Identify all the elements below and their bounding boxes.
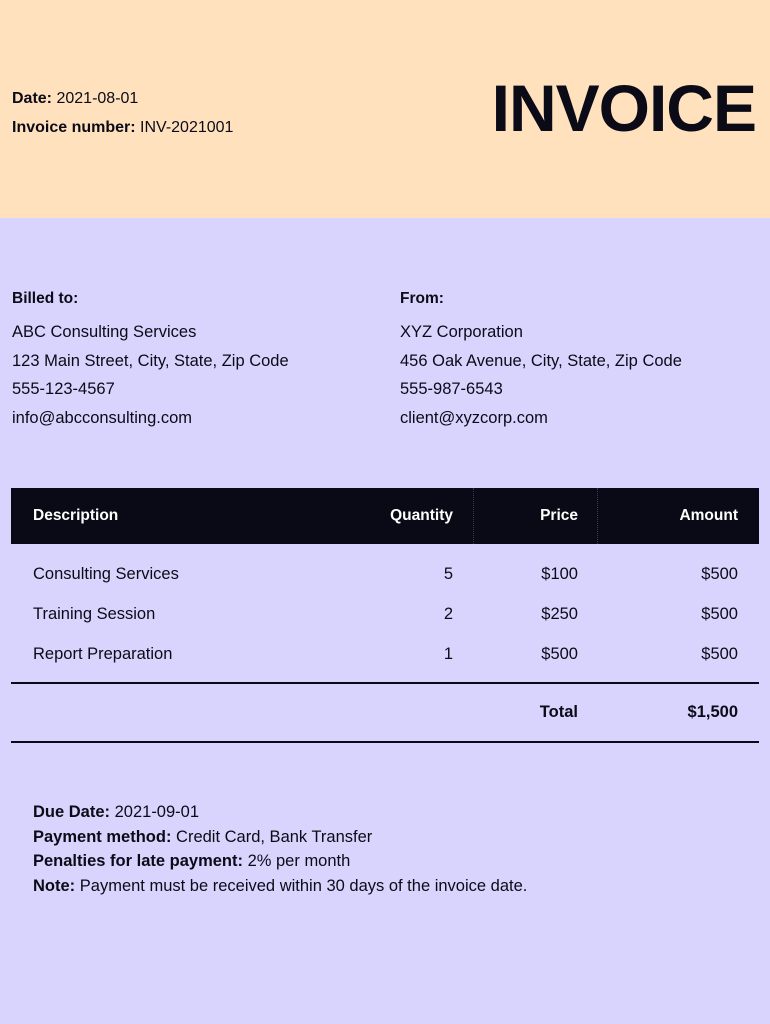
late-penalty-label: Penalties for late payment: (33, 852, 243, 870)
invoice-number-label: Invoice number: (12, 119, 136, 136)
note (33, 874, 527, 899)
row-description: Consulting Services (33, 565, 179, 583)
table-row (11, 554, 759, 594)
table-divider (11, 741, 759, 743)
invoice-date (12, 84, 233, 113)
column-header-price: Price (540, 507, 578, 524)
table-divider (11, 682, 759, 684)
invoice-number-value: INV-2021001 (140, 119, 234, 136)
row-amount: $500 (701, 645, 738, 663)
date-value: 2021-08-01 (56, 90, 139, 107)
total-value: $1,500 (687, 703, 738, 721)
table-header (11, 488, 759, 544)
total-row (11, 692, 759, 732)
column-header-amount: Amount (679, 507, 738, 524)
column-header-quantity: Quantity (390, 507, 453, 524)
note-label: Note: (33, 876, 76, 895)
row-amount: $500 (701, 565, 738, 583)
column-divider (597, 488, 598, 544)
payment-method-value: Credit Card, Bank Transfer (176, 827, 373, 846)
from-block (400, 288, 682, 432)
row-description: Report Preparation (33, 645, 173, 663)
row-quantity: 1 (443, 645, 453, 663)
from-name: XYZ Corporation (400, 323, 523, 341)
table-row (11, 594, 759, 634)
row-quantity: 5 (443, 565, 453, 583)
from-phone: 555-987-6543 (400, 380, 503, 398)
from-address: 456 Oak Avenue, City, State, Zip Code (400, 351, 682, 370)
from-email: client@xyzcorp.com (400, 408, 548, 427)
invoice-title: INVOICE (491, 71, 756, 145)
invoice-number (12, 113, 233, 142)
column-header-description: Description (33, 507, 119, 524)
billed-to-label: Billed to: (12, 290, 79, 307)
late-penalty-value: 2% per month (247, 852, 351, 870)
row-price: $500 (541, 645, 578, 663)
column-divider (473, 488, 474, 544)
from-label: From: (400, 290, 444, 307)
invoice-header (0, 0, 770, 218)
billed-to-address: 123 Main Street, City, State, Zip Code (12, 351, 289, 370)
payment-method-label: Payment method: (33, 827, 172, 846)
billed-to-email: info@abcconsulting.com (12, 408, 193, 427)
total-label: Total (539, 703, 578, 721)
billed-to-name: ABC Consulting Services (12, 323, 197, 341)
payment-terms (33, 800, 527, 898)
billed-to-block (12, 288, 289, 432)
due-date (33, 800, 527, 825)
invoice-meta (12, 84, 233, 142)
due-date-value: 2021-09-01 (114, 803, 200, 821)
table-body (11, 554, 759, 674)
note-value: Payment must be received within 30 days of the invoice date. (79, 876, 528, 895)
payment-method (33, 825, 527, 850)
table-row (11, 634, 759, 674)
due-date-label: Due Date: (33, 803, 111, 821)
row-quantity: 2 (443, 605, 453, 623)
late-penalty (33, 849, 527, 874)
billed-to-phone: 555-123-4567 (12, 380, 115, 398)
row-description: Training Session (33, 605, 156, 623)
row-price: $100 (541, 565, 578, 583)
row-amount: $500 (701, 605, 738, 623)
row-price: $250 (541, 605, 578, 623)
date-label: Date: (12, 90, 53, 107)
